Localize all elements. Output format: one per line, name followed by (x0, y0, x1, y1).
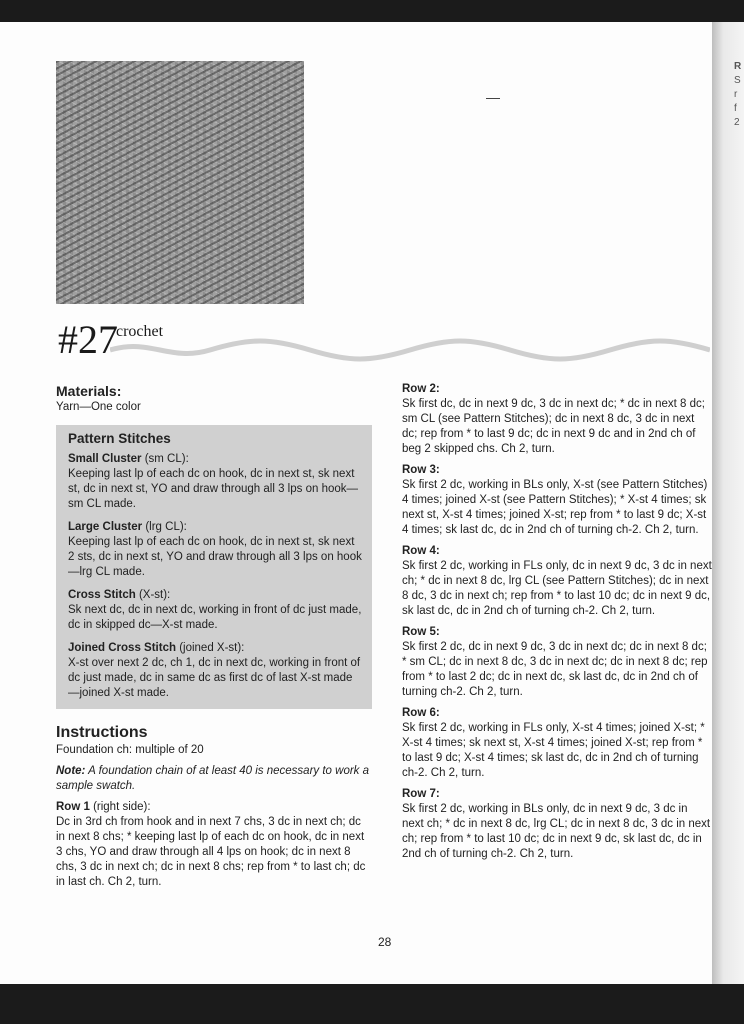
row-instruction (402, 706, 712, 781)
stitch-definition (68, 452, 362, 512)
stitch-abbr: (lrg CL): (142, 521, 187, 533)
stitch-name: Small Cluster (68, 453, 142, 465)
stitch-definition (68, 520, 362, 580)
row-label: Row 4: (402, 545, 440, 557)
foundation-text: Foundation ch: multiple of 20 (56, 744, 204, 756)
facing-page-edge (712, 22, 744, 984)
edge-letter: r (734, 89, 738, 100)
stitch-name: Cross Stitch (68, 589, 136, 601)
stitch-text: Sk next dc, dc in next dc, working in front of dc just made, dc in skipped dc—X-st made. (68, 604, 362, 631)
stitch-definition (68, 641, 362, 701)
row-instruction (402, 625, 712, 700)
page-number: 28 (378, 935, 392, 949)
row-label-suffix: (right side): (89, 801, 151, 813)
row-text: Sk first 2 dc, working in BLs only, dc in next 9 dc, 3 dc in next ch; * dc in next 8 dc, lrg CL; dc in next 8 dc, 3 dc in next ch; rep from * to last 10 dc; dc in next 9 dc, sk last dc, dc in 2nd ch of turning ch-2. Ch 2, turn. (402, 803, 711, 860)
row-text: Sk first 2 dc, dc in next 9 dc, 3 dc in next dc; dc in next 8 dc; * sm CL; dc in next 8 dc, 3 dc in next dc; dc in next 8 dc; rep from * to last 2 dc; dc in next dc, sk last dc, dc in 2nd ch of turning ch-2. Ch 2, turn. (402, 641, 708, 698)
row-instruction (56, 800, 372, 890)
pattern-type-label: crochet (116, 323, 164, 340)
stitch-text: Keeping last lp of each dc on hook, dc in next st, sk next st, dc in next st, YO and draw through all 3 lps on hook—sm CL made. (68, 468, 359, 510)
stitch-abbr: (joined X-st): (176, 642, 245, 654)
pattern-stitches-box (56, 425, 372, 709)
crochet-swatch-photo (56, 61, 304, 304)
edge-letter: f (734, 103, 737, 114)
row-label: Row 5: (402, 626, 440, 638)
stitch-definition (68, 588, 362, 633)
row-instruction (402, 787, 712, 862)
materials-text: Yarn—One color (56, 401, 141, 413)
row-instruction (402, 544, 712, 619)
left-column (56, 383, 372, 890)
stitch-name: Joined Cross Stitch (68, 642, 176, 654)
scan-speck (486, 98, 500, 99)
right-column (402, 382, 712, 862)
row-label: Row 7: (402, 788, 440, 800)
edge-letter: R (734, 61, 742, 72)
stitch-name: Large Cluster (68, 521, 143, 533)
row-text: Sk first 2 dc, working in FLs only, dc in next 9 dc, 3 dc in next ch; * dc in next 8 dc, lrg CL (see Pattern Stitches); dc in next 8 dc, 3 dc in next ch; rep from * to last 10 dc; dc in next 9 dc, sk last dc, dc in 2nd ch of turning ch-2. Ch 2, turn. (402, 560, 712, 617)
edge-letter: 2 (734, 117, 740, 128)
stitch-abbr: (sm CL): (141, 453, 189, 465)
stitch-abbr: (X-st): (135, 589, 171, 601)
facing-page-text (734, 60, 741, 130)
row-text: Sk first 2 dc, working in BLs only, X-st (see Pattern Stitches) 4 times; joined X-st (see Pattern Stitches); * X-st 4 times; sk next st, X-st 4 times; joined X-st; rep from * to last 9 dc; X-st 4 times; sk last dc, dc in 2nd ch of turning ch-2. Ch 2, turn. (402, 479, 708, 536)
row-label: Row 6: (402, 707, 440, 719)
edge-letter: S (734, 75, 741, 86)
row-instruction (402, 463, 712, 538)
stitch-text: Keeping last lp of each dc on hook, dc in next st, sk next 2 sts, dc in next st, YO and draw through all 3 lps on hook—lrg CL made. (68, 536, 362, 578)
note (56, 764, 372, 794)
pattern-number: #27 (58, 317, 118, 362)
pattern-stitches-heading: Pattern Stitches (68, 431, 171, 446)
wavy-divider (110, 336, 710, 364)
row-text: Sk first 2 dc, working in FLs only, X-st 4 times; joined X-st; * X-st 4 times; sk next st, X-st 4 times; joined X-st; rep from * to last 9 dc; X-st 4 times; sk last dc, dc in 2nd ch of turning ch-2. Ch 2, turn. (402, 722, 705, 779)
row-label: Row 3: (402, 464, 440, 476)
note-text: A foundation chain of at least 40 is necessary to work a sample swatch. (56, 765, 370, 792)
row-text: Sk first dc, dc in next 9 dc, 3 dc in next dc; * dc in next 8 dc; sm CL (see Pattern Stitches); dc in next 8 dc, 3 dc in next dc; rep from * to last 9 dc; dc in next 9 dc and in 2nd ch of beg 2 skipped chs. Ch 2, turn. (402, 398, 705, 455)
stitch-text: X-st over next 2 dc, ch 1, dc in next dc, working in front of dc just made, dc in same dc as first dc of last X-st made—joined X-st made. (68, 657, 361, 699)
instructions-heading: Instructions (56, 724, 148, 741)
materials-heading: Materials: (56, 383, 122, 399)
row-instruction (402, 382, 712, 457)
note-label: Note: (56, 765, 86, 777)
row-label: Row 1 (56, 801, 90, 813)
row-label: Row 2: (402, 383, 440, 395)
row-text: Dc in 3rd ch from hook and in next 7 chs, 3 dc in next ch; dc in next 8 chs; * keeping last lp of each dc on hook, dc in next 3 chs, YO and draw through all 4 lps on hook; dc in next 8 chs, 3 dc in next ch; dc in next 8 chs; rep from * to last ch; dc in last ch. Ch 2, turn. (56, 816, 366, 888)
